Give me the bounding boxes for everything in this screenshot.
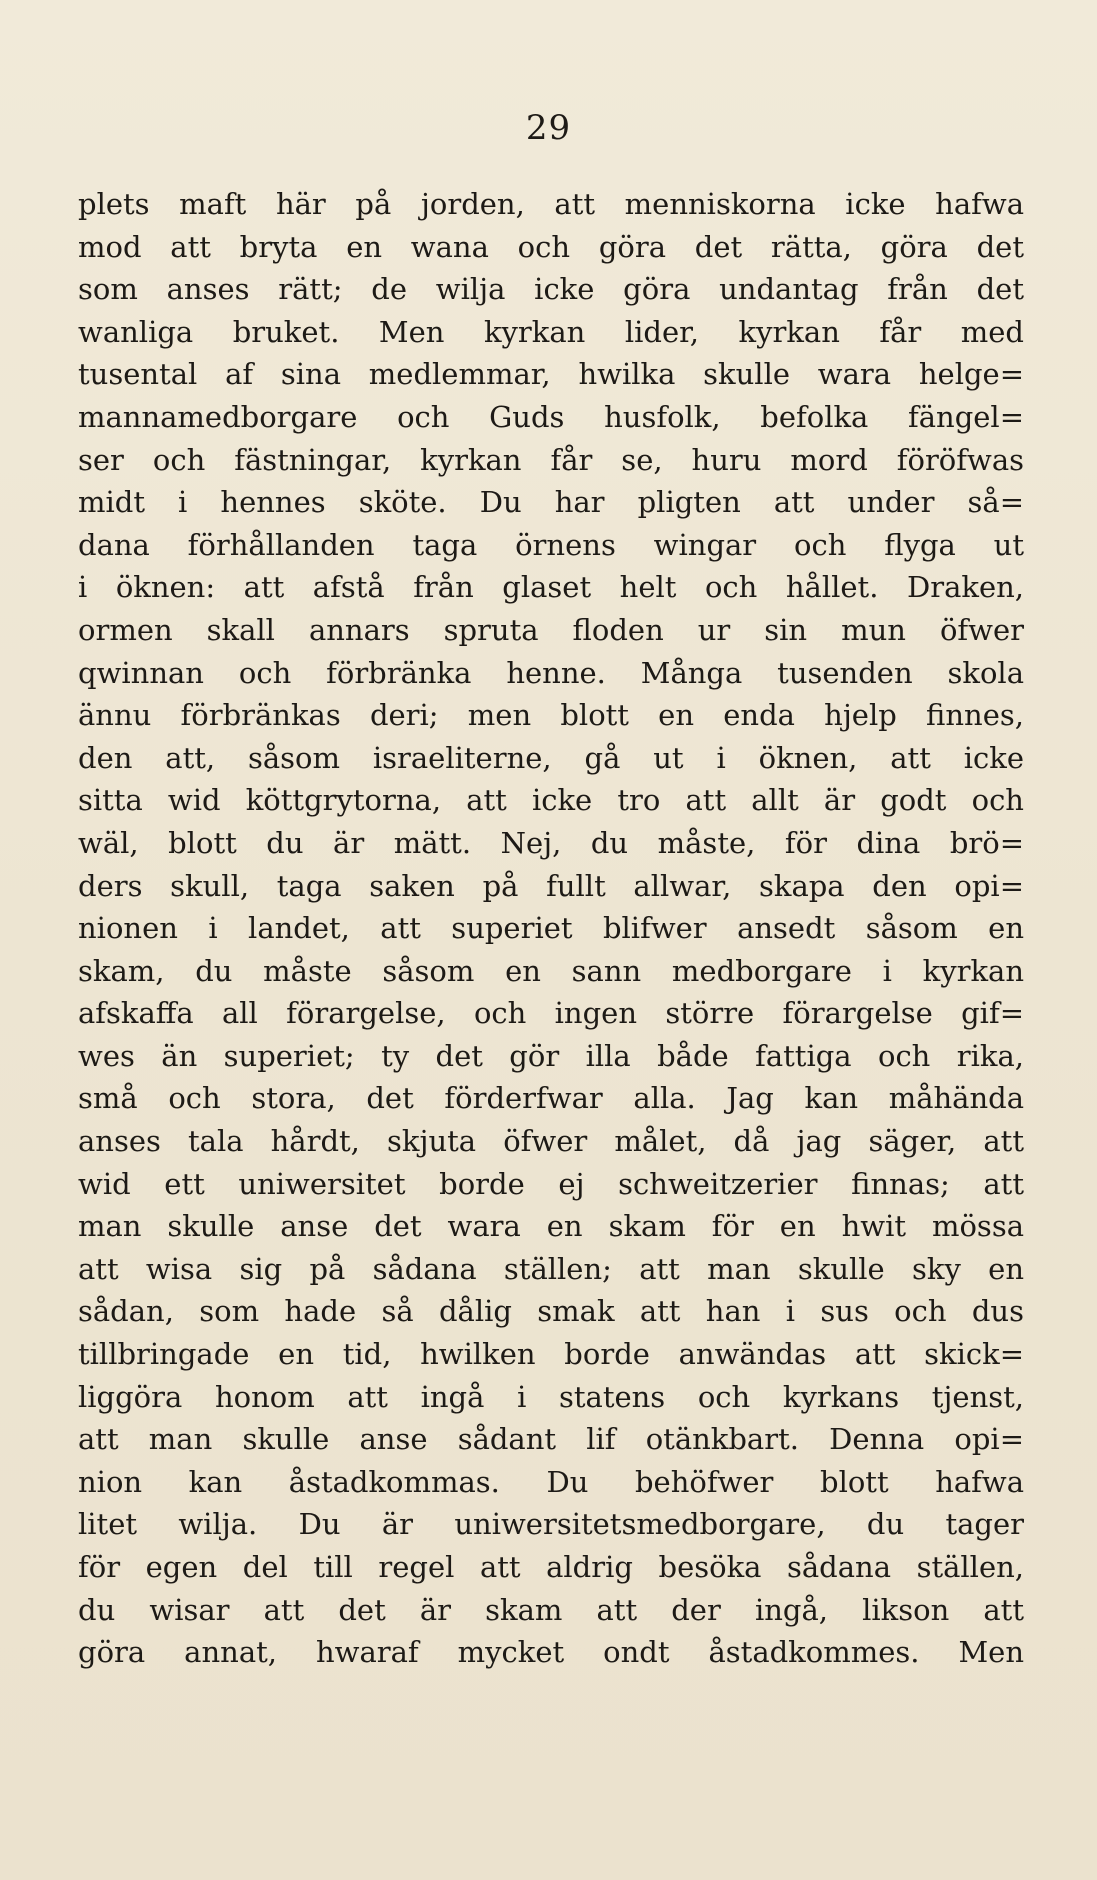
text-line: dana förhållanden taga örnens wingar och flyga ut [78, 527, 1024, 562]
text-line: nion kan åstadkommas. Du behöfwer blott hafwa [78, 1464, 1024, 1499]
text-line: som anses rätt; de wilja icke göra undantag från det [78, 272, 1024, 307]
text-line: att man skulle anse sådant lif otänkbart. Denna opi= [78, 1422, 1024, 1457]
text-line: ders skull, taga saken på fullt allwar, skapa den opi= [78, 868, 1024, 903]
text-line: den att, såsom israeliterne, gå ut i öknen, att icke [78, 740, 1024, 775]
text-line: skam, du måste såsom en sann medborgare i kyrkan [78, 953, 1024, 988]
text-line: tusental af sina medlemmar, hwilka skulle wara helge= [78, 357, 1024, 392]
page-number: 29 [525, 108, 572, 148]
text-line: midt i hennes sköte. Du har pligten att under så= [78, 485, 1024, 520]
text-line: ser och fästningar, kyrkan får se, huru mord föröfwas [78, 442, 1024, 477]
text-line: mod att bryta en wana och göra det rätta, göra det [78, 229, 1024, 264]
text-line: wäl, blott du är mätt. Nej, du måste, för dina brö= [78, 825, 1024, 860]
text-line: små och stora, det förderfwar alla. Jag kan måhända [78, 1081, 1024, 1116]
text-line: du wisar att det är skam att der ingå, likson att [78, 1592, 1024, 1627]
text-line: sådan, som hade så dålig smak att han i sus och dus [78, 1294, 1024, 1329]
text-line: nionen i landet, att superiet blifwer ansedt såsom en [78, 911, 1024, 946]
text-line: plets maft här på jorden, att menniskorna icke hafwa [78, 187, 1024, 221]
text-line: afskaffa all förargelse, och ingen större förargelse gif= [78, 996, 1024, 1031]
text-line: för egen del till regel att aldrig besöka sådana ställen, [78, 1550, 1024, 1584]
text-line: qwinnan och förbränka henne. Många tusenden skola [78, 655, 1024, 690]
text-line: tillbringade en tid, hwilken borde anwändas att skick= [78, 1337, 1024, 1372]
text-line: att wisa sig på sådana ställen; att man skulle sky en [78, 1251, 1024, 1286]
text-line: liggöra honom att ingå i statens och kyrkans tjenst, [78, 1379, 1024, 1414]
body-text [78, 183, 1024, 1674]
text-line: wes än superiet; ty det gör illa både fattiga och rika, [78, 1038, 1024, 1073]
text-line: ormen skall annars spruta floden ur sin mun öfwer [78, 612, 1024, 647]
text-line: man skulle anse det wara en skam för en hwit mössa [78, 1209, 1024, 1244]
text-line: litet wilja. Du är uniwersitetsmedborgare, du tager [78, 1507, 1024, 1542]
text-line: anses tala hårdt, skjuta öfwer målet, då jag säger, att [78, 1124, 1024, 1159]
text-line: mannamedborgare och Guds husfolk, befolka fängel= [78, 399, 1024, 434]
text-line: göra annat, hwaraf mycket ondt åstadkommes. Men [78, 1635, 1024, 1670]
text-line: ännu förbränkas deri; men blott en enda hjelp finnes, [78, 698, 1024, 733]
text-line: wanliga bruket. Men kyrkan lider, kyrkan får med [78, 314, 1024, 349]
text-line: sitta wid köttgrytorna, att icke tro att allt är godt och [78, 783, 1024, 818]
text-line: wid ett uniwersitet borde ej schweitzerier finnas; att [78, 1166, 1024, 1201]
text-line: i öknen: att afstå från glaset helt och hållet. Draken, [78, 570, 1024, 605]
